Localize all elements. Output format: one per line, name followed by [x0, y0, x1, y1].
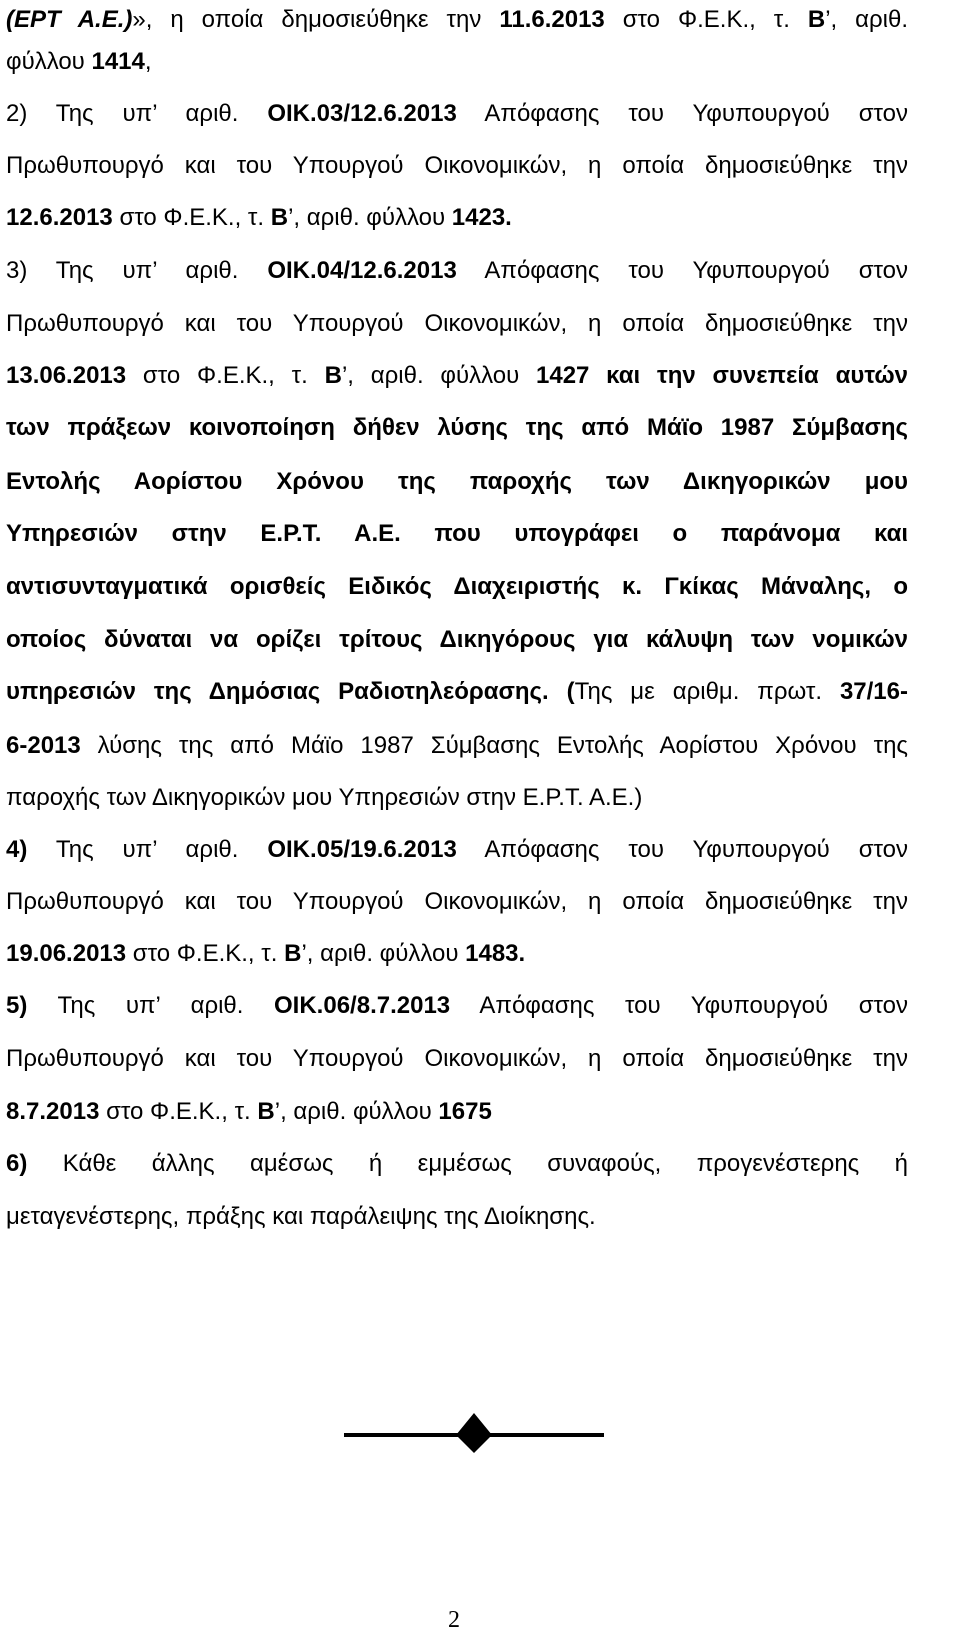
text-line: οποίος δύναται να ορίζει τρίτους Δικηγόρους για κάλυψη των νομικών [6, 626, 908, 653]
text-line: των πράξεων κοινοποίηση δήθεν λύσης της από Μάϊο 1987 Σύμβασης [6, 414, 908, 441]
text-line: 12.6.2013 στο Φ.Ε.Κ., τ. Β’, αριθ. φύλλου 1423. [6, 204, 512, 231]
text-line: 4) Της υπ’ αριθ. ΟΙΚ.05/19.6.2013 Απόφασης του Υφυπουργού στον [6, 836, 908, 863]
text-line: (ΕΡΤ Α.Ε.)», η οποία δημοσιεύθηκε την 11.6.2013 στο Φ.Ε.Κ., τ. Β’, αριθ. [6, 6, 909, 33]
page-number: 2 [448, 1607, 460, 1633]
text-line: 13.06.2013 στο Φ.Ε.Κ., τ. Β’, αριθ. φύλλου 1427 και την συνεπεία αυτών [6, 362, 908, 389]
text-line: υπηρεσιών της Δημόσιας Ραδιοτηλεόρασης. (Της με αριθμ. πρωτ. 37/16- [6, 678, 908, 705]
text-line: Πρωθυπουργό και του Υπουργού Οικονομικών, η οποία δημοσιεύθηκε την [6, 152, 908, 179]
text-line: 2) Της υπ’ αριθ. ΟΙΚ.03/12.6.2013 Απόφασης του Υφυπουργού στον [6, 100, 908, 127]
text-line: αντισυνταγματικά ορισθείς Ειδικός Διαχειριστής κ. Γκίκας Μάναλης, ο [6, 573, 908, 600]
diamond-line-divider-icon [344, 1409, 604, 1455]
text-line: παροχής των Δικηγορικών μου Υπηρεσιών στην Ε.Ρ.Τ. Α.Ε.) [6, 784, 643, 811]
text-line: 6-2013 λύσης της από Μάϊο 1987 Σύμβασης Εντολής Αορίστου Χρόνου της [6, 732, 908, 759]
text-line: Πρωθυπουργό και του Υπουργού Οικονομικών, η οποία δημοσιεύθηκε την [6, 310, 908, 337]
text-line: Πρωθυπουργό και του Υπουργού Οικονομικών, η οποία δημοσιεύθηκε την [6, 888, 908, 915]
text-line: Υπηρεσιών στην Ε.Ρ.Τ. Α.Ε. που υπογράφει ο παράνομα και [6, 520, 908, 547]
text-line: 8.7.2013 στο Φ.Ε.Κ., τ. Β’, αριθ. φύλλου 1675 [6, 1098, 492, 1125]
text-line: 5) Της υπ’ αριθ. ΟΙΚ.06/8.7.2013 Απόφασης του Υφυπουργού στον [6, 992, 908, 1019]
text-line: 19.06.2013 στο Φ.Ε.Κ., τ. Β’, αριθ. φύλλου 1483. [6, 940, 526, 967]
text-line: Πρωθυπουργό και του Υπουργού Οικονομικών, η οποία δημοσιεύθηκε την [6, 1045, 908, 1072]
text-line: 6) Κάθε άλλης αμέσως ή εμμέσως συναφούς, προγενέστερης ή [6, 1150, 908, 1177]
text-line: φύλλου 1414, [6, 48, 152, 75]
text-line: 3) Της υπ’ αριθ. ΟΙΚ.04/12.6.2013 Απόφασης του Υφυπουργού στον [6, 257, 908, 284]
text-line: μεταγενέστερης, πράξης και παράλειψης της Διοίκησης. [6, 1203, 596, 1230]
text-line: Εντολής Αορίστου Χρόνου της παροχής των Δικηγορικών μου [6, 468, 908, 495]
